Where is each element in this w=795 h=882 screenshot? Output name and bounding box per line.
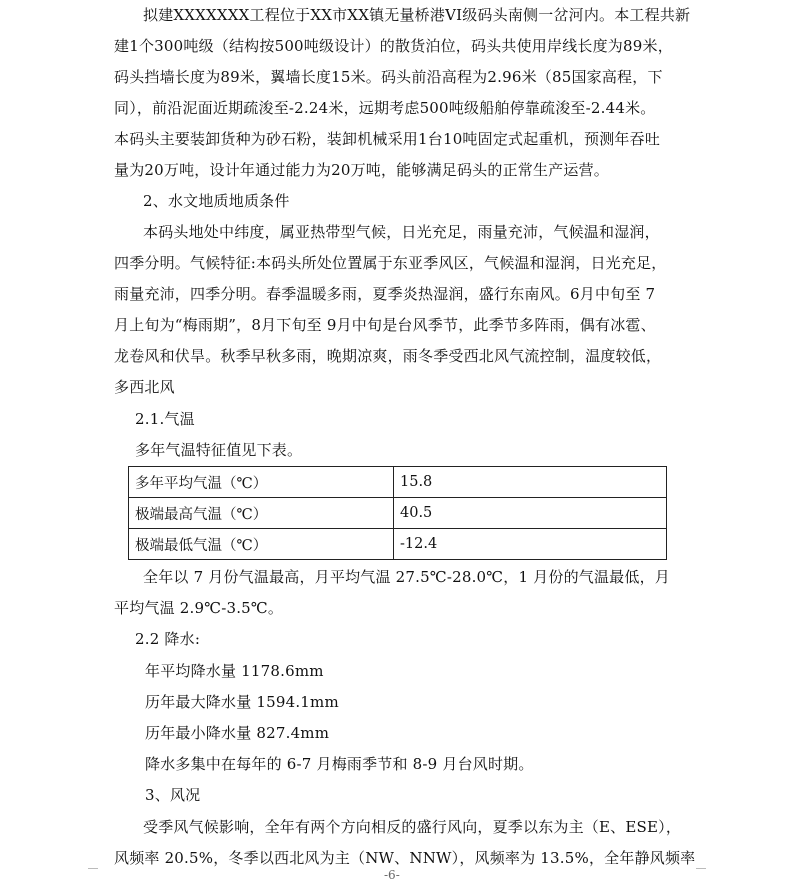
section-heading: 3、风况 xyxy=(145,786,201,804)
paragraph-line: 龙卷风和伏旱。秋季早秋多雨，晚期凉爽，雨冬季受西北风气流控制，温度较低， xyxy=(114,347,662,365)
temperature-table xyxy=(128,466,667,560)
paragraph-line: 量为20万吨，设计年通过能力为20万吨，能够满足码头的正常生产运营。 xyxy=(114,161,609,179)
paragraph-line: 码头挡墙长度为89米，翼墙长度15米。码头前沿高程为2.96米（85国家高程，下 xyxy=(114,68,663,86)
table-row xyxy=(129,467,667,498)
section-heading: 2、水文地质地质条件 xyxy=(143,192,290,210)
paragraph-line: 平均气温 2.9℃-3.5℃。 xyxy=(114,599,284,617)
paragraph-line: 建1个300吨级（结构按500吨级设计）的散货泊位，码头共使用岸线长度为89米， xyxy=(114,37,673,55)
precip-line: 降水多集中在每年的 6-7 月梅雨季节和 8-9 月台风时期。 xyxy=(145,755,534,773)
table-cell-label: 多年平均气温（℃） xyxy=(129,467,394,498)
paragraph-line: 雨量充沛，四季分明。春季温暖多雨，夏季炎热湿润，盛行东南风。6月中旬至 7 xyxy=(114,285,656,303)
table-row xyxy=(129,529,667,560)
table-cell-label: 极端最低气温（℃） xyxy=(129,529,394,560)
paragraph-line: 拟建XXXXXXX工程位于XX市XX镇无量桥港VI级码头南侧一岔河内。本工程共新 xyxy=(143,6,691,24)
page-number: -6- xyxy=(384,868,400,882)
precip-line: 历年最大降水量 1594.1mm xyxy=(145,693,339,711)
paragraph-line: 月上旬为“梅雨期”，8月下旬至 9月中旬是台风季节，此季节多阵雨，偶有冰雹、 xyxy=(114,316,656,334)
paragraph-line: 多西北风 xyxy=(114,378,175,396)
paragraph-line: 同），前沿泥面近期疏浚至-2.24米，远期考虑500吨级船舶停靠疏浚至-2.44米。 xyxy=(114,99,656,117)
subsection-heading: 2.2 降水: xyxy=(135,630,201,648)
paragraph-line: 受季风气候影响，全年有两个方向相反的盛行风向，夏季以东为主（E、ESE）， xyxy=(143,818,682,836)
crop-mark xyxy=(696,868,706,869)
paragraph-line: 四季分明。气候特征:本码头所处位置属于东亚季风区，气候温和湿润，日光充足， xyxy=(114,254,667,272)
precip-line: 年平均降水量 1178.6mm xyxy=(145,662,324,680)
subsection-heading: 2.1.气温 xyxy=(135,410,195,428)
table-cell-value: 15.8 xyxy=(394,467,667,498)
paragraph-line: 本码头地处中纬度，属亚热带型气候，日光充足，雨量充沛，气候温和湿润， xyxy=(143,223,660,241)
table-cell-value: 40.5 xyxy=(394,498,667,529)
table-cell-value: -12.4 xyxy=(394,529,667,560)
table-row xyxy=(129,498,667,529)
table-intro: 多年气温特征值见下表。 xyxy=(135,441,303,459)
paragraph-line: 本码头主要装卸货种为砂石粉，装卸机械采用1台10吨固定式起重机，预测年吞吐 xyxy=(114,130,661,148)
table-cell-label: 极端最高气温（℃） xyxy=(129,498,394,529)
paragraph-line: 风频率 20.5%，冬季以西北风为主（NW、NNW），风频率为 13.5%，全年静风频率 xyxy=(114,849,696,867)
paragraph-line: 全年以 7 月份气温最高，月平均气温 27.5℃-28.0℃，1 月份的气温最低，月 xyxy=(143,568,670,586)
precip-line: 历年最小降水量 827.4mm xyxy=(145,724,330,742)
crop-mark xyxy=(88,868,98,869)
